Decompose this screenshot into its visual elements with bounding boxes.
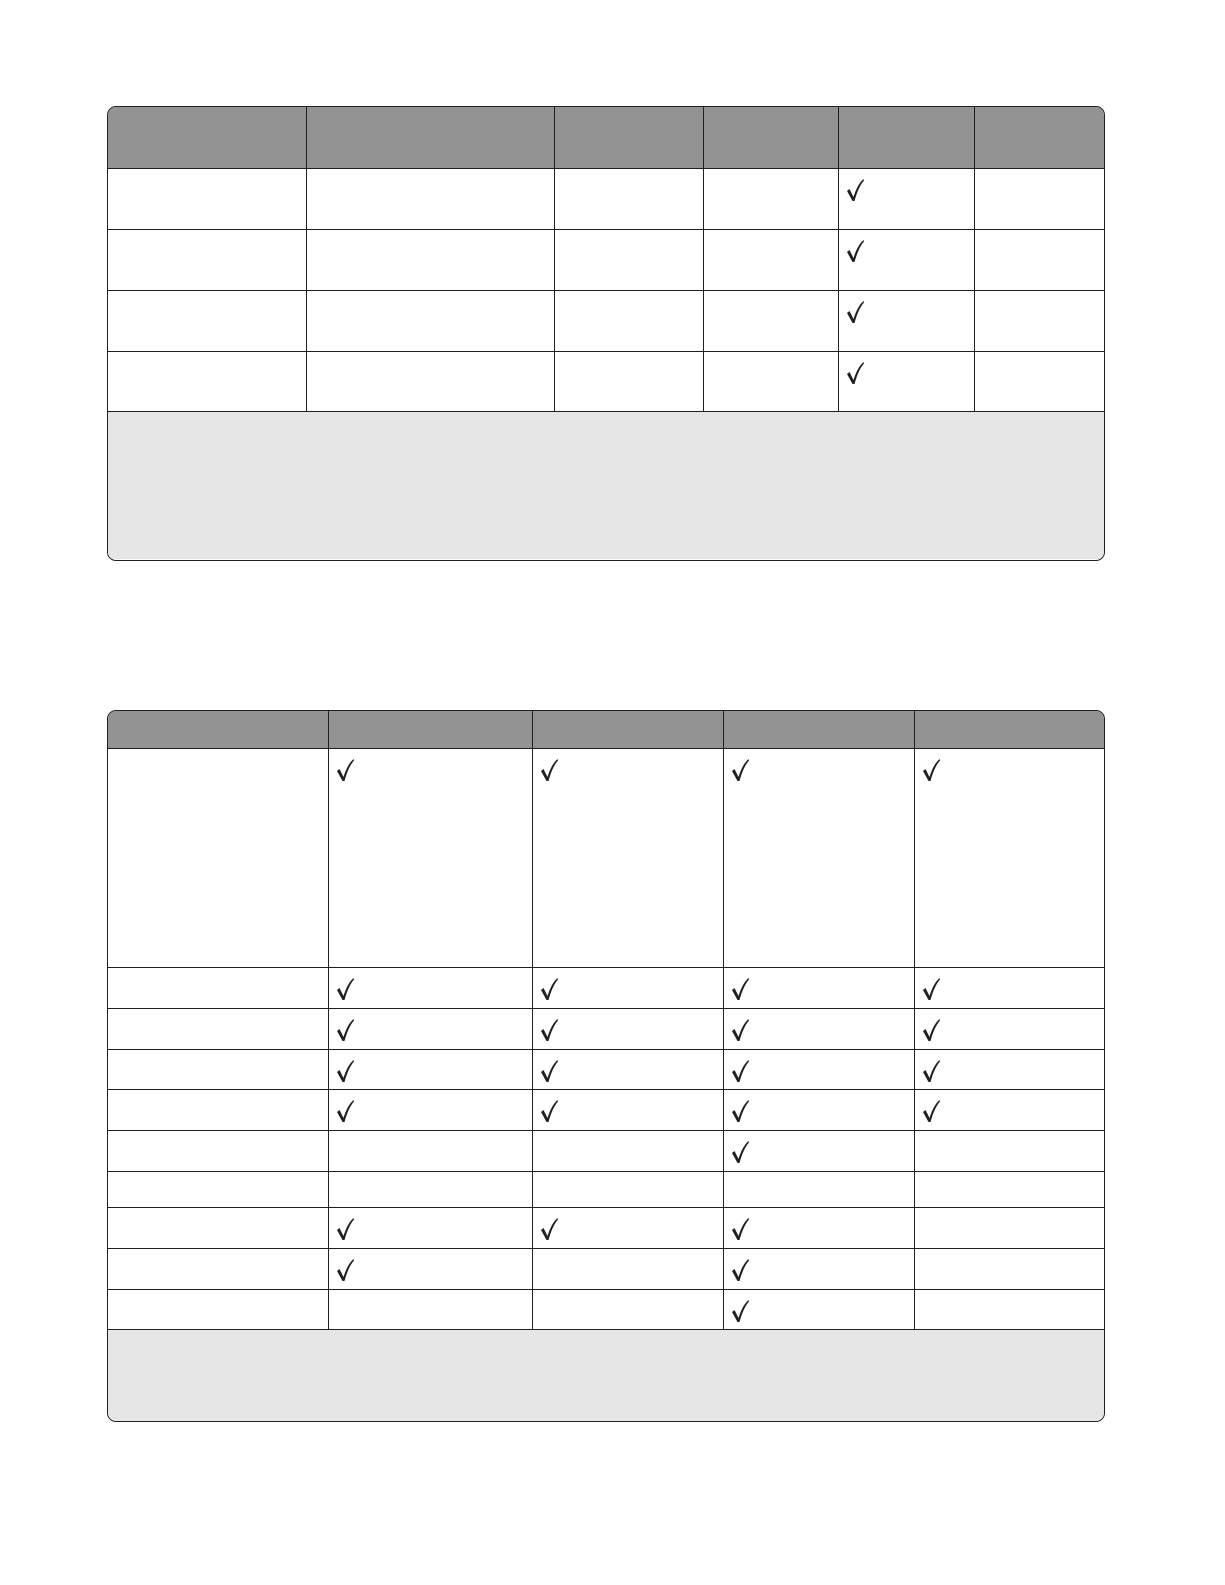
header-cell — [703, 107, 838, 168]
header-cell — [532, 711, 723, 748]
table-cell — [328, 1049, 532, 1089]
header-cell — [108, 711, 328, 748]
header-cell — [108, 107, 306, 168]
table-cell — [723, 1207, 914, 1248]
header-cell — [914, 711, 1104, 748]
table-cell — [914, 967, 1104, 1008]
table-cell — [703, 229, 838, 290]
table-cell — [974, 229, 1104, 290]
table-cell — [306, 351, 554, 411]
row-label-cell — [108, 1207, 328, 1248]
table-cell — [838, 351, 974, 411]
row-label-cell — [108, 1248, 328, 1289]
table-2-footnote-area — [108, 1330, 1104, 1423]
row-label-cell — [108, 229, 306, 290]
table-cell — [328, 1248, 532, 1289]
check-mark-icon — [730, 758, 750, 783]
table-cell — [532, 1171, 723, 1207]
table-cell — [554, 229, 703, 290]
table-1-header-row — [108, 107, 1104, 168]
check-mark-icon — [730, 1018, 750, 1043]
table-cell — [723, 1289, 914, 1329]
table-cell — [532, 1130, 723, 1171]
row-label-cell — [108, 1130, 328, 1171]
check-mark-icon — [335, 1099, 355, 1124]
table-1-grid — [108, 107, 1104, 412]
row-label-cell — [108, 1171, 328, 1207]
table-cell — [914, 748, 1104, 967]
header-cell — [838, 107, 974, 168]
check-mark-icon — [335, 1258, 355, 1283]
table-cell — [974, 290, 1104, 351]
table-cell — [532, 1089, 723, 1130]
table-cell — [974, 351, 1104, 411]
table-cell — [532, 1289, 723, 1329]
check-mark-icon — [845, 239, 865, 264]
table-cell — [914, 1171, 1104, 1207]
header-cell — [554, 107, 703, 168]
header-cell — [723, 711, 914, 748]
check-mark-icon — [335, 1217, 355, 1242]
table-2-row — [108, 1008, 1104, 1049]
table-cell — [306, 290, 554, 351]
table-2-grid — [108, 711, 1104, 1330]
check-mark-icon — [730, 1258, 750, 1283]
table-cell — [554, 351, 703, 411]
table-cell — [914, 1289, 1104, 1329]
table-2-row — [108, 1171, 1104, 1207]
table-1-row — [108, 229, 1104, 290]
row-label-cell — [108, 1008, 328, 1049]
table-2-row — [108, 1130, 1104, 1171]
check-mark-icon — [539, 1059, 559, 1084]
check-mark-icon — [730, 1140, 750, 1165]
table-2-row — [108, 748, 1104, 967]
check-mark-icon — [921, 977, 941, 1002]
check-mark-icon — [845, 178, 865, 203]
table-cell — [838, 290, 974, 351]
table-cell — [532, 967, 723, 1008]
table-2-header-row — [108, 711, 1104, 748]
check-mark-icon — [730, 1099, 750, 1124]
check-mark-icon — [539, 1217, 559, 1242]
table-cell — [723, 1130, 914, 1171]
check-mark-icon — [335, 1018, 355, 1043]
table-cell — [723, 1171, 914, 1207]
compatibility-table-2 — [107, 710, 1105, 1422]
table-cell — [328, 1171, 532, 1207]
table-2-row — [108, 1248, 1104, 1289]
table-2-row — [108, 1289, 1104, 1329]
table-cell — [838, 229, 974, 290]
table-cell — [328, 1130, 532, 1171]
table-cell — [914, 1130, 1104, 1171]
table-1-row — [108, 168, 1104, 229]
check-mark-icon — [539, 1099, 559, 1124]
check-mark-icon — [335, 1059, 355, 1084]
check-mark-icon — [921, 1018, 941, 1043]
table-cell — [703, 290, 838, 351]
table-cell — [532, 1008, 723, 1049]
check-mark-icon — [730, 1059, 750, 1084]
table-2-row — [108, 1089, 1104, 1130]
table-cell — [723, 1049, 914, 1089]
table-cell — [723, 967, 914, 1008]
compatibility-table-1 — [107, 106, 1105, 561]
check-mark-icon — [730, 1217, 750, 1242]
table-2-row — [108, 1049, 1104, 1089]
table-cell — [914, 1008, 1104, 1049]
table-cell — [723, 1008, 914, 1049]
check-mark-icon — [921, 1059, 941, 1084]
check-mark-icon — [335, 977, 355, 1002]
check-mark-icon — [539, 758, 559, 783]
table-cell — [328, 1089, 532, 1130]
table-cell — [532, 748, 723, 967]
check-mark-icon — [539, 977, 559, 1002]
table-cell — [703, 351, 838, 411]
check-mark-icon — [335, 758, 355, 783]
table-cell — [328, 1289, 532, 1329]
table-cell — [306, 229, 554, 290]
table-cell — [328, 967, 532, 1008]
check-mark-icon — [921, 758, 941, 783]
table-cell — [914, 1089, 1104, 1130]
table-2-row — [108, 967, 1104, 1008]
row-label-cell — [108, 1049, 328, 1089]
table-cell — [703, 168, 838, 229]
row-label-cell — [108, 351, 306, 411]
table-cell — [838, 168, 974, 229]
table-cell — [914, 1049, 1104, 1089]
header-cell — [306, 107, 554, 168]
row-label-cell — [108, 290, 306, 351]
row-label-cell — [108, 967, 328, 1008]
check-mark-icon — [921, 1099, 941, 1124]
row-label-cell — [108, 1289, 328, 1329]
table-cell — [914, 1248, 1104, 1289]
table-cell — [974, 168, 1104, 229]
table-cell — [532, 1248, 723, 1289]
check-mark-icon — [539, 1018, 559, 1043]
table-cell — [328, 748, 532, 967]
table-cell — [723, 1089, 914, 1130]
check-mark-icon — [845, 361, 865, 386]
table-cell — [554, 290, 703, 351]
header-cell — [328, 711, 532, 748]
header-cell — [974, 107, 1104, 168]
row-label-cell — [108, 168, 306, 229]
check-mark-icon — [730, 1299, 750, 1324]
table-1-row — [108, 351, 1104, 411]
row-label-cell — [108, 1089, 328, 1130]
check-mark-icon — [730, 977, 750, 1002]
table-cell — [306, 168, 554, 229]
table-cell — [328, 1008, 532, 1049]
table-cell — [723, 1248, 914, 1289]
row-label-cell — [108, 748, 328, 967]
table-cell — [532, 1207, 723, 1248]
table-cell — [914, 1207, 1104, 1248]
table-1-footnote-area — [108, 412, 1104, 559]
table-2-row — [108, 1207, 1104, 1248]
table-cell — [723, 748, 914, 967]
table-1-row — [108, 290, 1104, 351]
check-mark-icon — [845, 300, 865, 325]
table-cell — [554, 168, 703, 229]
table-cell — [328, 1207, 532, 1248]
table-cell — [532, 1049, 723, 1089]
